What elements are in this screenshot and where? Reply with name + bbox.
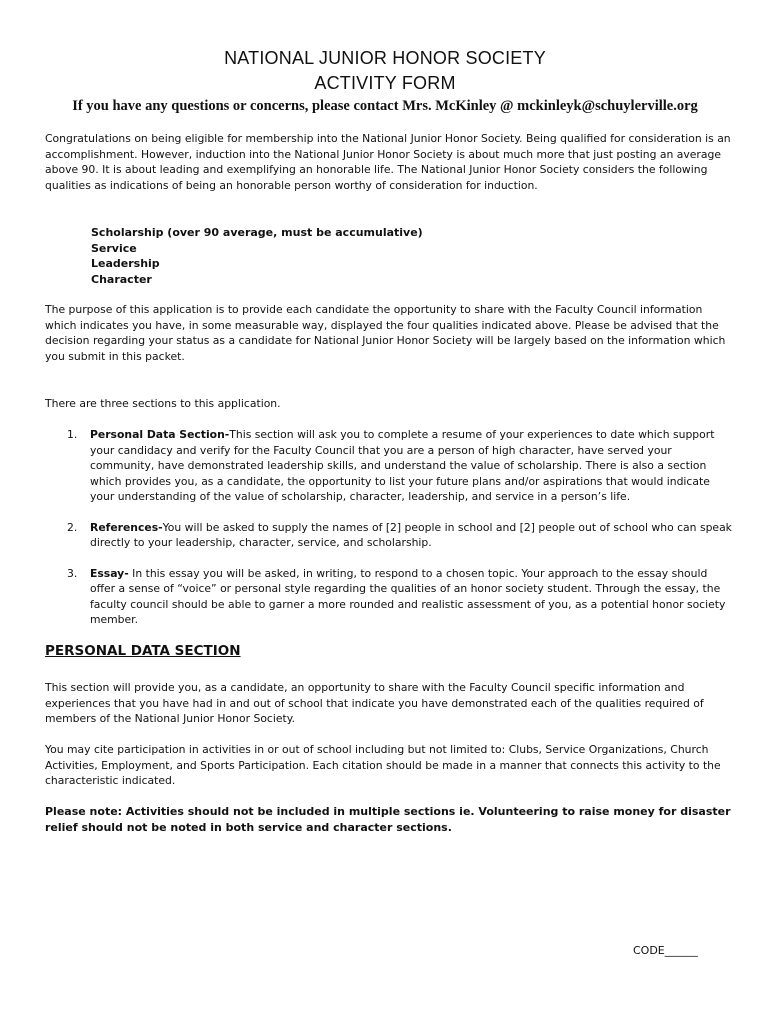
please-note: Please note: Activities should not be included in multiple sections ie. Volunteering to raise money for disaster relief should not be noted in both service and character sections. (45, 805, 731, 834)
section-text: In this essay you will be asked, in writing, to respond to a chosen topic. Your approach to the essay should offer a sense of “voice” or personal style regarding the qualities of an honor society student. Through the essay, the faculty council should be able to garner a more rounded and realistic assessment of you, as a potential honor society member. (90, 566, 726, 626)
section-text: This section will ask you to complete a resume of your experiences to date which support your candidacy and verify for the Faculty Council that you are a person of high character, have served your community, have demonstrated leadership skills, and understand the value of scholarship. There is also a section which provides you, as a candidate, the opportunity to list your future plans and/or aspirations that would indicate your understanding of the value of scholarship, character, leadership, and service in a person’s life. (90, 428, 715, 503)
section-item-personal-data (45, 427, 735, 505)
contact-line: If you have any questions or concerns, please contact Mrs. McKinley @ mckinleyk@schuylerville.org (72, 98, 698, 114)
quality-item: Character (91, 272, 152, 286)
sections-list (45, 427, 735, 643)
intro-paragraph: Congratulations on being eligible for membership into the National Junior Honor Society. Being qualified for consideration is an accomplishment. However, induction into the National Junior Honor Society is about much more that just posting an average above 90. It is about leading and exemplifying an honorable life. The National Junior Honor Society considers the following qualities as indications of being an honorable person worthy of consideration for induction. (45, 132, 731, 192)
section-item-essay (45, 566, 735, 628)
section-heading: Personal Data Section- (90, 428, 230, 441)
qualities-list (91, 225, 423, 287)
section-number: 3. (67, 566, 78, 580)
section-text: You will be asked to supply the names of [2] people in school and [2] people out of school who can speak directly to your leadership, character, service, and scholarship. (90, 520, 732, 549)
sections-intro: There are three sections to this application. (45, 397, 281, 410)
form-title-activity: ACTIVITY FORM (314, 73, 456, 93)
section-heading: Essay- (90, 566, 129, 580)
personal-data-paragraph-2: You may cite participation in activities in or out of school including but not limited to: Clubs, Service Organizations, Church Activities, Employment, and Sports Participation. Each citation should be made in a manner that connects this activity to the characteristic indicated. (45, 743, 721, 787)
section-number: 2. (67, 520, 78, 534)
form-title-organization: NATIONAL JUNIOR HONOR SOCIETY (224, 48, 546, 68)
quality-item: Service (91, 241, 137, 255)
code-field[interactable]: CODE______ (633, 944, 698, 957)
personal-data-paragraph-1: This section will provide you, as a candidate, an opportunity to share with the Faculty Council specific information and experiences that you have had in and out of school that indicate you have demonstrated each of the qualities required of members of the National Junior Honor Society. (45, 681, 704, 725)
purpose-paragraph: The purpose of this application is to provide each candidate the opportunity to share with the Faculty Council information which indicates you have, in some measurable way, displayed the four qualities indicated above. Please be advised that the decision regarding your status as a candidate for National Junior Honor Society will be largely based on the information which you submit in this packet. (45, 303, 726, 363)
section-number: 1. (67, 428, 78, 441)
personal-data-heading: PERSONAL DATA SECTION (45, 643, 241, 659)
quality-item: Scholarship (over 90 average, must be accumulative) (91, 226, 423, 239)
quality-item: Leadership (91, 257, 160, 270)
section-heading: References- (90, 520, 163, 534)
section-item-references (45, 520, 735, 551)
